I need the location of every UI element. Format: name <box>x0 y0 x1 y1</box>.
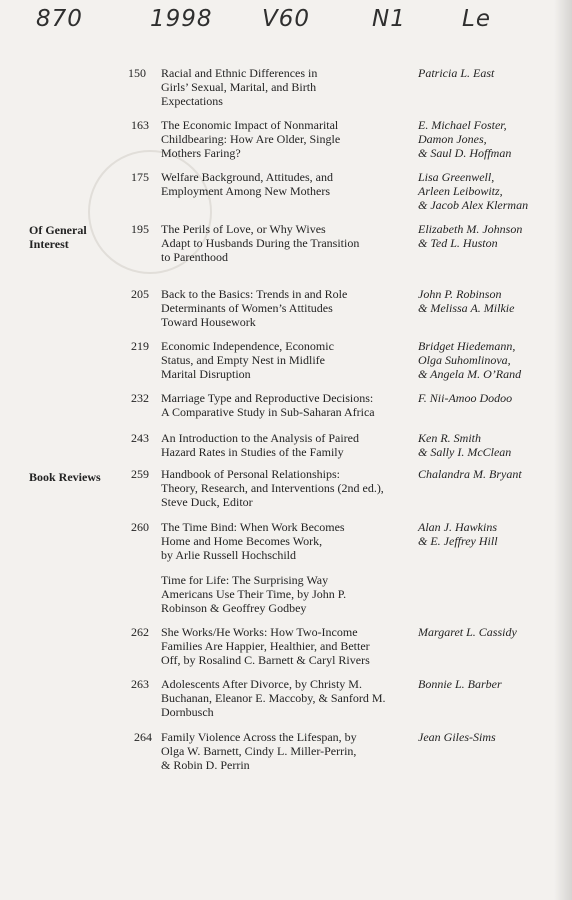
handwritten-call-number: 870 <box>36 6 83 32</box>
entry-title-line: Dornbusch <box>161 705 214 719</box>
entry-author-line: & Ted L. Huston <box>418 236 498 250</box>
entry-title-line: Expectations <box>161 94 223 108</box>
entry-title <box>161 222 406 264</box>
entry-title-line: Employment Among New Mothers <box>161 184 330 198</box>
entry-title-line: Olga W. Barnett, Cindy L. Miller-Perrin, <box>161 744 357 758</box>
entry-author-line: Ken R. Smith <box>418 431 481 445</box>
entry-title-line: Americans Use Their Time, by John P. <box>161 587 347 601</box>
entry-title <box>161 391 406 419</box>
entry-title-line: Off, by Rosalind C. Barnett & Caryl Rivers <box>161 653 370 667</box>
entry-title-line: Status, and Empty Nest in Midlife <box>161 353 325 367</box>
entry-authors <box>418 677 568 691</box>
entry-title-line: Toward Housework <box>161 315 256 329</box>
entry-author-line: Olga Suhomlinova, <box>418 353 511 367</box>
entry-title-line: Buchanan, Eleanor E. Maccoby, & Sanford M. <box>161 691 386 705</box>
handwritten-year: 1998 <box>150 6 213 32</box>
entry-title-line: The Time Bind: When Work Becomes <box>161 520 345 534</box>
entry-page-number: 195 <box>131 222 149 236</box>
entry-title <box>161 431 406 459</box>
entry-authors <box>418 339 568 381</box>
entry-title-line: Back to the Basics: Trends in and Role <box>161 287 348 301</box>
entry-page-number: 205 <box>131 287 149 301</box>
section-heading-book-reviews: Book Reviews <box>29 470 101 484</box>
entry-authors <box>418 391 568 405</box>
entry-title-line: Mothers Faring? <box>161 146 241 160</box>
entry-title-line: & Robin D. Perrin <box>161 758 250 772</box>
entry-author-line: Margaret L. Cassidy <box>418 625 517 639</box>
entry-author-line: & E. Jeffrey Hill <box>418 534 498 548</box>
entry-title-line: Steve Duck, Editor <box>161 495 253 509</box>
entry-authors <box>418 467 568 481</box>
entry-title <box>161 677 406 719</box>
entry-author-line: Bonnie L. Barber <box>418 677 502 691</box>
entry-title-line: The Economic Impact of Nonmarital <box>161 118 339 132</box>
entry-author-line: Lisa Greenwell, <box>418 170 495 184</box>
entry-authors <box>418 431 568 459</box>
entry-author-line: Jean Giles-Sims <box>418 730 496 744</box>
entry-page-number: 163 <box>131 118 149 132</box>
entry-title-line: Theory, Research, and Interventions (2nd ed.), <box>161 481 384 495</box>
entry-author-line: & Melissa A. Milkie <box>418 301 515 315</box>
entry-page-number: 264 <box>134 730 152 744</box>
entry-title-line: Adapt to Husbands During the Transition <box>161 236 360 250</box>
entry-title <box>161 339 406 381</box>
entry-title-line: A Comparative Study in Sub-Saharan Africa <box>161 405 375 419</box>
entry-authors <box>418 118 568 160</box>
entry-title-line: Robinson & Geoffrey Godbey <box>161 601 307 615</box>
entry-title <box>161 467 406 509</box>
entry-title-line: Families Are Happier, Healthier, and Better <box>161 639 370 653</box>
entry-authors <box>418 520 568 548</box>
entry-title-line: Handbook of Personal Relationships: <box>161 467 340 481</box>
handwritten-number: N1 <box>372 6 406 32</box>
entry-page-number: 259 <box>131 467 149 481</box>
entry-page-number: 232 <box>131 391 149 405</box>
entry-author-line: John P. Robinson <box>418 287 502 301</box>
entry-title <box>161 287 406 329</box>
entry-title-line: The Perils of Love, or Why Wives <box>161 222 326 236</box>
entry-title-line: Welfare Background, Attitudes, and <box>161 170 333 184</box>
entry-title-line: Time for Life: The Surprising Way <box>161 573 329 587</box>
entry-author-line: & Sally I. McClean <box>418 445 512 459</box>
entry-author-line: Alan J. Hawkins <box>418 520 497 534</box>
entry-page-number: 243 <box>131 431 149 445</box>
entry-author-line: & Angela M. O’Rand <box>418 367 522 381</box>
entry-title-line: Home and Home Becomes Work, <box>161 534 323 548</box>
entry-page-number: 175 <box>131 170 149 184</box>
entry-author-line: & Saul D. Hoffman <box>418 146 512 160</box>
entry-title <box>161 625 406 667</box>
entry-authors <box>418 222 568 250</box>
entry-page-number: 219 <box>131 339 149 353</box>
entry-authors <box>418 66 568 80</box>
entry-authors <box>418 287 568 315</box>
entry-page-number: 262 <box>131 625 149 639</box>
entry-author-line: E. Michael Foster, <box>418 118 507 132</box>
handwritten-volume: V60 <box>262 6 311 32</box>
entry-author-line: Chalandra M. Bryant <box>418 467 522 481</box>
entry-title <box>161 66 406 108</box>
entry-title <box>161 520 406 562</box>
entry-authors <box>418 625 568 639</box>
entry-title-line: Marital Disruption <box>161 367 251 381</box>
entry-title-line: Adolescents After Divorce, by Christy M. <box>161 677 362 691</box>
entry-author-line: F. Nii-Amoo Dodoo <box>418 391 513 405</box>
entry-title-line: Family Violence Across the Lifespan, by <box>161 730 357 744</box>
entry-title-line: Economic Independence, Economic <box>161 339 334 353</box>
entry-page-number: 150 <box>128 66 146 80</box>
entry-title <box>161 573 406 615</box>
entry-authors <box>418 730 568 744</box>
entry-title-line: Determinants of Women’s Attitudes <box>161 301 333 315</box>
section-heading-general-interest: Of General Interest <box>29 223 87 251</box>
entry-title <box>161 118 406 160</box>
entry-author-line: Damon Jones, <box>418 132 487 146</box>
entry-author-line: & Jacob Alex Klerman <box>418 198 529 212</box>
entry-title-line: Hazard Rates in Studies of the Family <box>161 445 344 459</box>
entry-page-number: 260 <box>131 520 149 534</box>
entry-title-line: She Works/He Works: How Two-Income <box>161 625 358 639</box>
entry-author-line: Elizabeth M. Johnson <box>418 222 523 236</box>
entry-title-line: Marriage Type and Reproductive Decisions: <box>161 391 374 405</box>
entry-title-line: by Arlie Russell Hochschild <box>161 548 296 562</box>
entry-author-line: Bridget Hiedemann, <box>418 339 516 353</box>
entry-author-line: Patricia L. East <box>418 66 495 80</box>
entry-title <box>161 730 406 772</box>
entry-author-line: Arleen Leibowitz, <box>418 184 503 198</box>
entry-title-line: An Introduction to the Analysis of Paired <box>161 431 359 445</box>
entry-page-number: 263 <box>131 677 149 691</box>
entry-title-line: to Parenthood <box>161 250 228 264</box>
entry-title <box>161 170 406 198</box>
handwritten-location: Le <box>462 6 491 32</box>
entry-title-line: Childbearing: How Are Older, Single <box>161 132 341 146</box>
entry-title-line: Girls’ Sexual, Marital, and Birth <box>161 80 317 94</box>
entry-title-line: Racial and Ethnic Differences in <box>161 66 318 80</box>
entry-authors <box>418 170 568 212</box>
